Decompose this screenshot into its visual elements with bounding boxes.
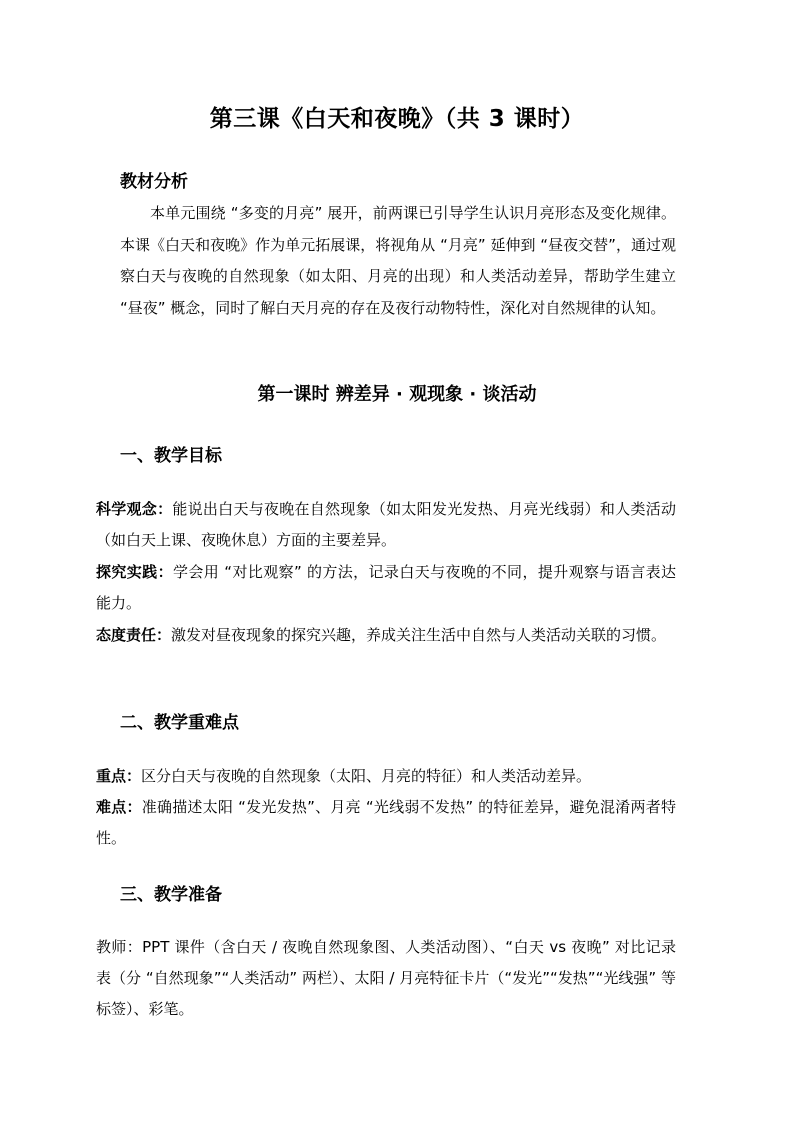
keypoint-item-focus	[96, 761, 676, 792]
keypoint-label: 难点：	[96, 798, 142, 816]
material-heading: 教材分析	[120, 172, 188, 192]
goal-item-attitude	[96, 620, 676, 651]
keypoint-text: 准确描述太阳 “发光发热”、月亮 “光线弱不发热” 的特征差异，避免混淆两者特性。	[96, 798, 676, 847]
prep-paragraph: 教师：PPT 课件（含白天 / 夜晚自然现象图、人类活动图）、“白天 vs 夜晚” 对比记录表（分 “自然现象”“人类活动” 两栏）、太阳 / 月亮特征卡片（“发光”“发热”“光线强” 等标签）、彩笔。	[96, 938, 676, 1018]
goal-item-practice	[96, 557, 676, 619]
keypoint-label: 重点：	[96, 767, 142, 785]
goal-item-concept	[96, 494, 676, 556]
lesson1-title: 第一课时 辨差异 · 观现象 · 谈活动	[257, 384, 537, 405]
goal-label: 探究实践：	[96, 563, 173, 581]
goal-label: 科学观念：	[96, 500, 173, 518]
keypoint-text: 区分白天与夜晚的自然现象（太阳、月亮的特征）和人类活动差异。	[141, 767, 592, 785]
goals-heading: 一、教学目标	[120, 446, 222, 466]
material-paragraph: 本单元围绕 “多变的月亮” 展开，前两课已引导学生认识月亮形态及变化规律。本课《白天和夜晚》作为单元拓展课，将视角从 “月亮” 延伸到 “昼夜交替”，通过观察白天与夜晚的自然现象（如太阳、月亮的出现）和人类活动差异，帮助学生建立 “昼夜” 概念，同时了解白天月亮的存在及夜行动物特性，深化对自然规律的认知。	[120, 204, 676, 317]
goal-text: 能说出白天与夜晚在自然现象（如太阳发光发热、月亮光线弱）和人类活动（如白天上课、夜晚休息）方面的主要差异。	[96, 500, 676, 549]
goal-text: 激发对昼夜现象的探究兴趣，养成关注生活中自然与人类活动关联的习惯。	[171, 626, 667, 644]
keypoints-heading: 二、教学重难点	[120, 713, 239, 733]
goal-label: 态度责任：	[96, 626, 172, 644]
keypoint-item-difficulty	[96, 792, 676, 854]
page-title: 第三课《白天和夜晚》（共 3 课时）	[209, 106, 585, 132]
prep-heading: 三、教学准备	[120, 885, 222, 905]
goal-text: 学会用 “对比观察” 的方法，记录白天与夜晚的不同，提升观察与语言表达能力。	[96, 563, 676, 612]
